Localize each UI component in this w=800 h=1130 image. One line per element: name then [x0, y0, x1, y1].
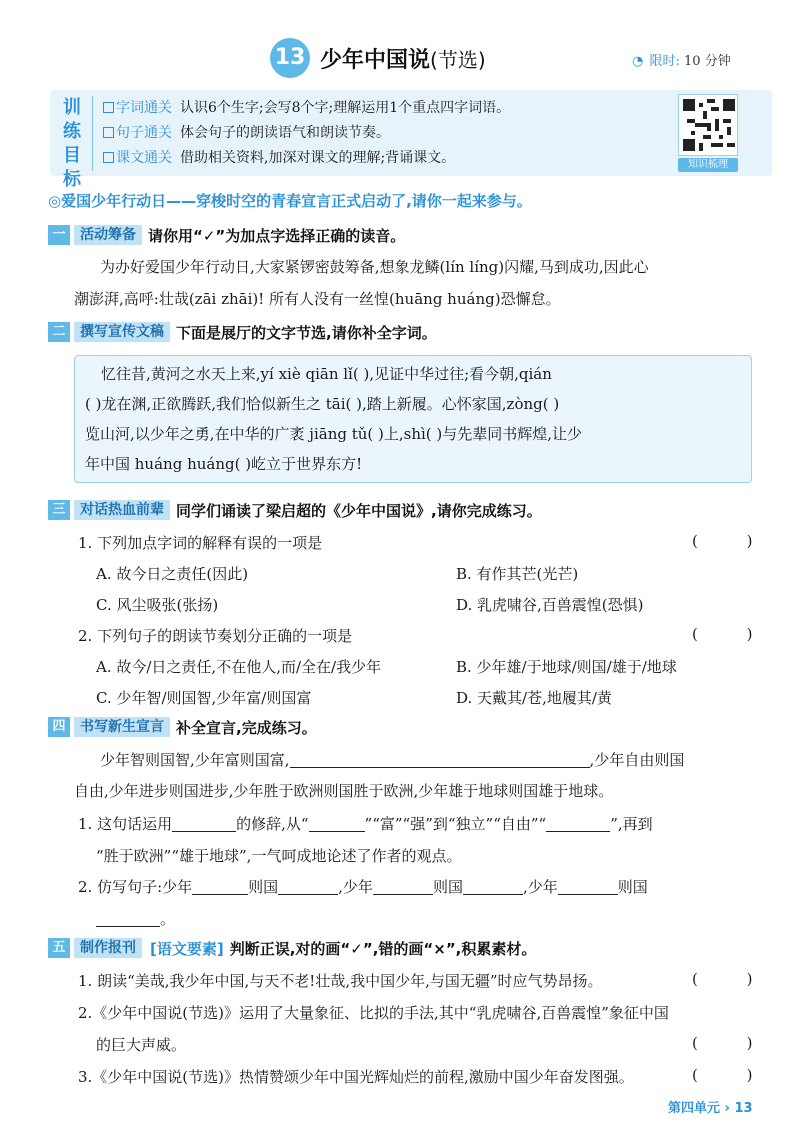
unit-label: 第四单元 — [668, 1101, 721, 1116]
lesson-title-main: 少年中国说 — [320, 48, 431, 73]
answer-paren[interactable]: ( ) — [692, 1066, 775, 1084]
blank-underline[interactable] — [546, 816, 610, 832]
section-2-header — [48, 321, 437, 343]
judgment-item: 1. 朗读“美哉,我少年中国,与天不老!壮哉,我中国少年,与国无疆”时应气势昂扬。 — [78, 972, 603, 990]
question-text: ”“富”“强”到“独立”“自由”“ — [364, 815, 547, 833]
section-5-header — [48, 937, 536, 959]
section-name: 制作报刊 — [74, 938, 142, 958]
blank-underline[interactable] — [373, 879, 433, 895]
answer-paren[interactable]: ( ) — [692, 970, 775, 988]
answer-paren[interactable]: ( ) — [692, 532, 775, 550]
option-b[interactable]: B. 少年雄/于地球/则国/雄于/地球 — [456, 658, 677, 676]
clock-icon: ◔ — [632, 54, 644, 69]
section-3-header — [48, 499, 542, 521]
goals-label: 训练目标 — [63, 97, 81, 190]
section-instruction: 同学们诵读了梁启超的《少年中国说》,请你完成练习。 — [176, 501, 542, 520]
section-number: 一 — [48, 225, 70, 245]
goal-name: 句子通关 — [116, 125, 172, 141]
checkbox-icon[interactable] — [103, 127, 114, 138]
judgment-item: 3.《少年中国说(节选)》热情赞颂少年中国光辉灿烂的前程,激励中国少年奋发图强。 — [78, 1068, 634, 1086]
option-b[interactable]: B. 有作其芒(光芒) — [456, 565, 579, 583]
blank-underline[interactable] — [278, 879, 338, 895]
blank-underline[interactable] — [558, 879, 618, 895]
goal-text: 认识6个生字;会写8个字;理解运用1个重点四字词语。 — [180, 100, 511, 116]
goals-list — [92, 96, 510, 171]
qr-caption: 知识梳理 — [678, 158, 738, 172]
qr-code-icon[interactable] — [678, 94, 738, 156]
goal-name: 字词通关 — [116, 100, 172, 116]
title-bar — [0, 38, 800, 78]
question-text: ”,再到 — [610, 815, 653, 833]
option-d[interactable]: D. 天戴其/苍,地履其/黄 — [456, 689, 612, 707]
page-footer — [668, 1097, 753, 1116]
goal-item — [103, 96, 510, 121]
declaration-line-2: 自由,少年进步则国进步,少年胜于欧洲则国胜于欧洲,少年雄于地球则国雄于地球。 — [74, 782, 614, 800]
section-name: 活动筹备 — [74, 225, 142, 245]
judgment-item: 2.《少年中国说(节选)》运用了大量象征、比拟的手法,其中“乳虎啸谷,百兽震惶”象征中国 — [78, 1004, 669, 1022]
goal-item — [103, 146, 510, 171]
section-instruction: 下面是展厅的文字节选,请你补全字词。 — [176, 323, 437, 342]
blank-underline[interactable] — [172, 816, 236, 832]
section-number: 三 — [48, 500, 70, 520]
section-instruction: 补全宣言,完成练习。 — [176, 718, 317, 737]
section-4-header — [48, 716, 317, 738]
section-number: 五 — [48, 938, 70, 958]
goal-item — [103, 121, 510, 146]
fill-blank-line[interactable]: ( )龙在渊,正欲腾跃,我们恰似新生之 tāi( ),踏上新履。心怀家国,zòng( ) — [85, 395, 560, 413]
fill-blank-line[interactable]: 年中国 huáng huáng( )屹立于世界东方! — [85, 455, 363, 473]
section-name: 书写新生宣言 — [74, 717, 170, 737]
chevron-right-icon: › — [724, 1101, 730, 1116]
section-1-header — [48, 224, 405, 246]
question-text: 则国 — [617, 878, 648, 896]
goal-text: 体会句子的朗读语气和朗读节奏。 — [180, 125, 390, 141]
question-stem: 2. 下列句子的朗读节奏划分正确的一项是 — [78, 627, 353, 645]
blank-underline[interactable] — [463, 879, 523, 895]
checkbox-icon[interactable] — [103, 152, 114, 163]
time-limit-label: 限时: — [649, 54, 680, 69]
time-limit — [632, 50, 731, 69]
lesson-number-badge: 13 — [270, 38, 310, 78]
blank-underline[interactable] — [309, 816, 365, 832]
checkbox-icon[interactable] — [103, 102, 114, 113]
option-a[interactable]: A. 故今日之责任(因此) — [96, 565, 249, 583]
section-1-line-1: 为办好爱国少年行动日,大家紧锣密鼓筹备,想象龙鳞(lín líng)闪耀,马到成功,因此心 — [100, 258, 649, 276]
question-text: 。 — [160, 910, 176, 928]
question-text: ,少年 — [522, 878, 558, 896]
question-text: 2. 仿写句子:少年 — [78, 878, 193, 896]
page-number: 13 — [734, 1101, 753, 1116]
option-c[interactable]: C. 少年智/则国智,少年富/则国富 — [96, 689, 312, 707]
section-instruction: 判断正误,对的画“✓”,错的画“×”,积累素材。 — [229, 939, 537, 958]
option-a[interactable]: A. 故今/日之责任,不在他人,而/全在/我少年 — [96, 658, 382, 676]
question-text: 则国 — [248, 878, 279, 896]
imitation-question — [78, 876, 648, 897]
lesson-title — [320, 43, 486, 74]
qr-code-pattern — [683, 99, 735, 151]
question-text: 的修辞,从“ — [236, 815, 309, 833]
declaration-text: 少年智则国智,少年富则国富, — [100, 751, 290, 769]
time-limit-value: 10 分钟 — [684, 54, 731, 69]
exhibit-text-box — [74, 355, 752, 483]
option-d[interactable]: D. 乳虎啸谷,百兽震惶(恐惧) — [456, 596, 644, 614]
question-text: ,少年 — [338, 878, 373, 896]
judgment-item-continued: 的巨大声威。 — [96, 1036, 187, 1054]
blank-underline[interactable] — [192, 879, 248, 895]
blank-underline[interactable] — [290, 752, 590, 768]
section-1-line-2: 潮澎湃,高呼:壮哉(zāi zhāi)! 所有人没有一丝惶(huāng huáng)恐懈怠。 — [74, 290, 561, 308]
rhetoric-question — [78, 813, 653, 834]
goal-text: 借助相关资料,加深对课文的理解;背诵课文。 — [180, 150, 456, 166]
imitation-question-line-2 — [96, 908, 175, 929]
answer-paren[interactable]: ( ) — [692, 1034, 775, 1052]
section-tag: [语文要素] — [150, 939, 224, 958]
question-text: 1. 这句话运用 — [78, 815, 173, 833]
section-name: 撰写宣传文稿 — [74, 322, 170, 342]
declaration-line-1 — [100, 749, 684, 770]
answer-paren[interactable]: ( ) — [692, 625, 775, 643]
fill-blank-line[interactable]: 忆往昔,黄河之水天上来,yí xiè qiān lǐ( ),见证中华过往;看今朝,qián — [101, 365, 552, 383]
rhetoric-question-line-2: “胜于欧洲”“雄于地球”,一气呵成地论述了作者的观点。 — [96, 847, 462, 865]
question-stem: 1. 下列加点字词的解释有误的一项是 — [78, 534, 323, 552]
declaration-text: ,少年自由则国 — [589, 751, 685, 769]
section-name: 对话热血前辈 — [74, 500, 170, 520]
lesson-subtitle: (节选) — [430, 48, 486, 72]
section-number: 四 — [48, 717, 70, 737]
option-c[interactable]: C. 风尘吸张(张扬) — [96, 596, 219, 614]
question-text: 则国 — [432, 878, 463, 896]
goal-name: 课文通关 — [116, 150, 172, 166]
section-instruction: 请你用“✓”为加点字选择正确的读音。 — [148, 226, 406, 245]
intro-banner: ◎爱国少年行动日——穿梭时空的青春宣言正式启动了,请你一起来参与。 — [48, 192, 532, 210]
training-goals-panel — [50, 90, 772, 190]
section-number: 二 — [48, 322, 70, 342]
fill-blank-line[interactable]: 览山河,以少年之勇,在中华的广袤 jiāng tǔ( )上,shì( )与先辈同书辉煌,让少 — [85, 425, 583, 443]
blank-underline[interactable] — [96, 911, 160, 927]
